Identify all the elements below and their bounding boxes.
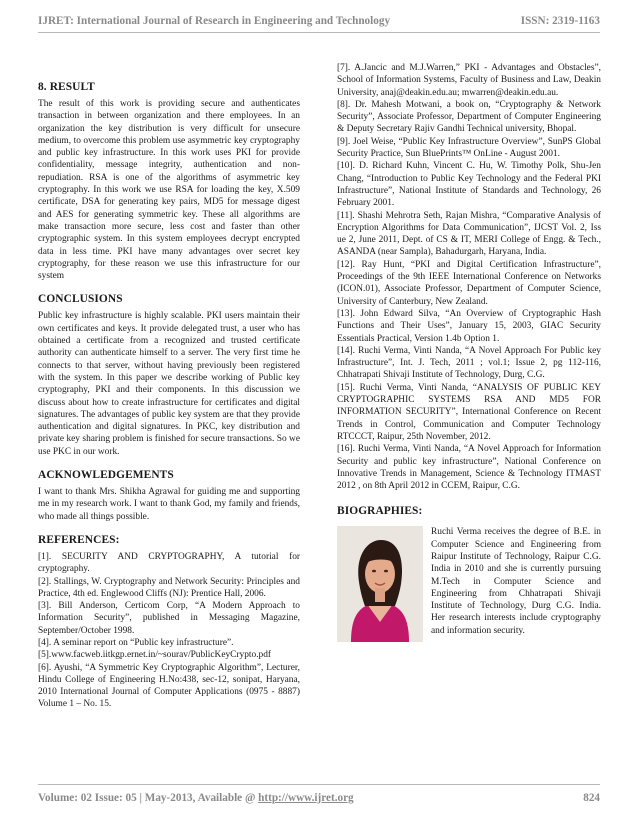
- conclusions-body: Public key infrastructure is highly scalable. PKI users maintain their own certificates and keys. It provide delegated trust, a user who has obtained a certificate from a recognized and trusted certificate authority can authenticate himself to a server. The very first time he connects to that server, without having previously been registered with the system. In this paper we describe working of Public key cryptography, PKI and their components. In this discussion we discuss about how to create infrastructure for certificates and digital signatures. The advantages of public key system are that they provide authentication and digital signatures. In PKC, key distribution and private key sharing problem is finished for secure transactions. So we use PKC in our work.: [38, 311, 300, 457]
- reference-item: [1]. SECURITY AND CRYPTOGRAPHY, A tutorial for cryptography.: [38, 551, 300, 575]
- right-column: [337, 62, 601, 646]
- footer-volume-info: [38, 792, 354, 804]
- author-photo: [337, 526, 423, 642]
- references-heading: REFERENCES:: [38, 533, 120, 546]
- page-number: 824: [583, 792, 600, 804]
- journal-link[interactable]: http://www.ijret.org: [258, 792, 354, 804]
- result-body: The result of this work is providing secure and authenticates transaction in between organization and there employees. In an organization the key distribution is very difficult for unsecure medium, to overcome this problem use asymmetric key cryptography and public key infrastructure. In this work uses PKI for provide confidentiality, message integrity, authentication and non-repudiation. RSA is one of the algorithms of asymmetric key cryptography. In this work we use RSA for loading the key, X.509 certificate, DSA for generating key pairs, MD5 for message digest and AES for generating symmetric key. These all algorithms are make transaction more secure, less cost and faster than other cryptographic system. In this system employees decrypt encrypted data in less time. PKI have many advantages over secret key cryptography, for these reason we use this infrastructure for our system: [38, 99, 300, 282]
- biography-body: Ruchi Verma receives the degree of B.E. in Computer Science and Engineering from Raipur Institute of Technology, Raipur C.G. India in 2010 and she is currently pursuing M.Tech in Computer Science and Engineering from Chhatrapati Shivaji Institute of Technology, Durg C.G. India. Her research interests include cryptography and information security.: [431, 527, 601, 636]
- result-heading: 8. RESULT: [38, 81, 95, 93]
- reference-item: [9]. Joel Weise, “Public Key Infrastructure Overview”, SunPS Global Security Practice, Sun BluePrints™ OnLine - August 2001.: [337, 136, 601, 160]
- journal-title: IJRET: International Journal of Research in Engineering and Technology: [38, 15, 391, 27]
- conclusions-heading: CONCLUSIONS: [38, 293, 123, 306]
- running-header: [38, 10, 600, 34]
- reference-item: [2]. Stallings, W. Cryptography and Network Security: Principles and Practice, 4th ed. Englewood Cliffs (NJ): Prentice Hall, 2006.: [38, 576, 300, 599]
- reference-item: [7]. A.Jancic and M.J.Warren,” PKI - Advantages and Obstacles”, School of Information Systems, Faculty of Business and Law, Deakin University, anaj@deakin.edu.au; mwarren@deakin.edu.au.: [337, 63, 601, 98]
- footer-rule: [38, 784, 600, 785]
- biographies-heading: BIOGRAPHIES:: [337, 505, 423, 518]
- footer-volume-text: Volume: 02 Issue: 05 | May-2013, Available @: [38, 792, 259, 804]
- reference-item: [12]. Ray Hunt, “PKI and Digital Certification Infrastructure”, Proceedings of the 9th IEEE International Conference on Networks (ICON.01), Associate Professor, Department of Computer Science, University of Canterbury, New Zealand.: [337, 259, 601, 307]
- reference-item: [11]. Shashi Mehrotra Seth, Rajan Mishra, “Comparative Analysis of Encryption Algorithms for Data Communication”, IJCST Vol. 2, Iss ue 2, June 2011, Dept. of CS & IT, MERI College of Engg. & Tech., ASANDA (near Sampla), Bahadurgarh, Haryana, India.: [337, 210, 601, 258]
- reference-item: [6]. Ayushi, “A Symmetric Key Cryptographic Algorithm”, Lecturer, Hindu College of Engineering H.No:438, sec-12, sonipat, Haryana, 2010 International Journal of Computer Applications (0975 - 8887) Volume 1 – No. 15.: [38, 662, 300, 710]
- reference-item: [14]. Ruchi Verma, Vinti Nanda, “A Novel Approach For Public key Infrastructure”, Int. J. Tech, 2011 ; vol.1; Issue 2, pg 112-116, Chhatrapati Shivaji Institute of Technology, Durg, C.G.: [337, 345, 601, 381]
- reference-item: [4]. A seminar report on “Public key infrastructure”.: [38, 637, 234, 648]
- reference-item: [8]. Dr. Mahesh Motwani, a book on, “Cryptography & Network Security”, Associate Professor, Department of Computer Engineering & Deputy Secretary Rajiv Gandhi Technical university, Bhopal.: [337, 99, 601, 135]
- reference-item: [15]. Ruchi Verma, Vinti Nanda, “ANALYSIS OF PUBLIC KEY CRYPTOGRAPHIC SYSTEMS RSA AND MD5 FOR INFORMATION SECURITY”, International Conference on Recent Trends in Control, Communication and Computer Technology RTCCCT, Raipur, 25th November, 2012.: [337, 382, 601, 442]
- reference-item: [16]. Ruchi Verma, Vinti Nanda, “A Novel Approach for Information Security and public key infrastructure”, National Conference on Innovative Trends in Management, Science & Technology ITMAST 2012 , on 8th April 2012 in CCEM, Raipur, C.G.: [337, 444, 601, 492]
- reference-item: [3]. Bill Anderson, Certicom Corp, “A Modern Approach to Information Security”, published in Messaging Magazine, September/October 1998.: [38, 601, 300, 636]
- reference-item: [5].www.facweb.iitkgp.ernet.in/~sourav/PublicKeyCrypto.pdf: [38, 650, 272, 661]
- reference-item: [10]. D. Richard Kuhn, Vincent C. Hu, W. Timothy Polk, Shu-Jen Chang, “Introduction to Public Key Technology and the Federal PKI Infrastructure”, National Institute of Standards and Technology, 26 February 2001.: [337, 161, 601, 209]
- issn: ISSN: 2319-1163: [520, 15, 600, 27]
- biographies-section: [337, 504, 601, 637]
- author-portrait-icon: [337, 526, 423, 642]
- acknowledgements-heading: ACKNOWLEDGEMENTS: [38, 469, 174, 482]
- acknowledgements-body: I want to thank Mrs. Shikha Agrawal for guiding me and supporting me in my research work. I want to thank God, my family and friends, who made all things possible.: [38, 487, 300, 522]
- left-column: [38, 62, 300, 711]
- reference-item: [13]. John Edward Silva, “An Overview of Cryptographic Hash Functions and Their Uses”, January 15, 2003, GIAC Security Essentials Practical, Version 1.4b Option 1.: [337, 308, 601, 344]
- header-rule: [38, 32, 600, 33]
